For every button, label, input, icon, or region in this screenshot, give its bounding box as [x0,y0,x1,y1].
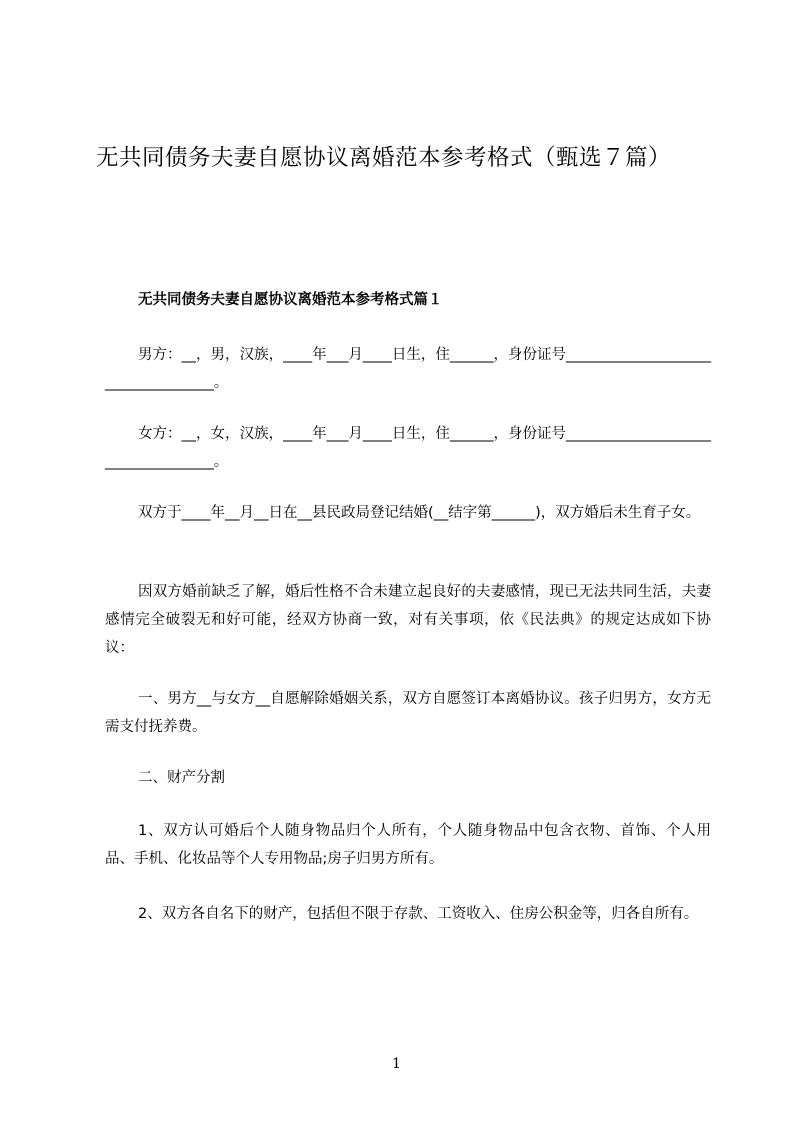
paragraph-clause-one: 一、男方__与女方__自愿解除婚姻关系，双方自愿签订本离婚协议。孩子归男方，女方无需支付抚养费。 [105,691,711,735]
paragraph-clause-two-heading: 二、财产分割 [138,770,225,786]
document-title: 无共同债务夫妻自愿协议离婚范本参考格式（甄选７篇） [96,145,672,171]
page-number: 1 [392,1056,401,1072]
paragraph-reason: 因双方婚前缺乏了解，婚后性格不合未建立起良好的夫妻感情，现已无法共同生活，夫妻感情完全破裂无和好可能，经双方协商一致，对有关事项，依《民法典》的规定达成如下协议： [105,584,711,656]
paragraph-male-party: 男方：__，男，汉族，____年___月____日生，住______，身份证号___________________________________。 [105,347,711,391]
paragraph-property-item-two: 2、双方各自名下的财产，包括但不限于存款、工资收入、住房公积金等，归各自所有。 [138,906,699,922]
paragraph-property-item-one: 1、双方认可婚后个人随身物品归个人所有，个人随身物品中包含衣物、首饰、个人用品、手机、化妆品等个人专用物品;房子归男方所有。 [105,823,711,867]
paragraph-female-party: 女方：__，女，汉族，____年___月____日生，住______，身份证号___________________________________。 [105,426,711,470]
section-heading: 无共同债务夫妻自愿协议离婚范本参考格式篇１ [138,292,443,308]
paragraph-marriage-registration: 双方于____年__月__日在__县民政局登记结婚(__结字第______)，双方婚后未生育子女。 [138,505,701,521]
